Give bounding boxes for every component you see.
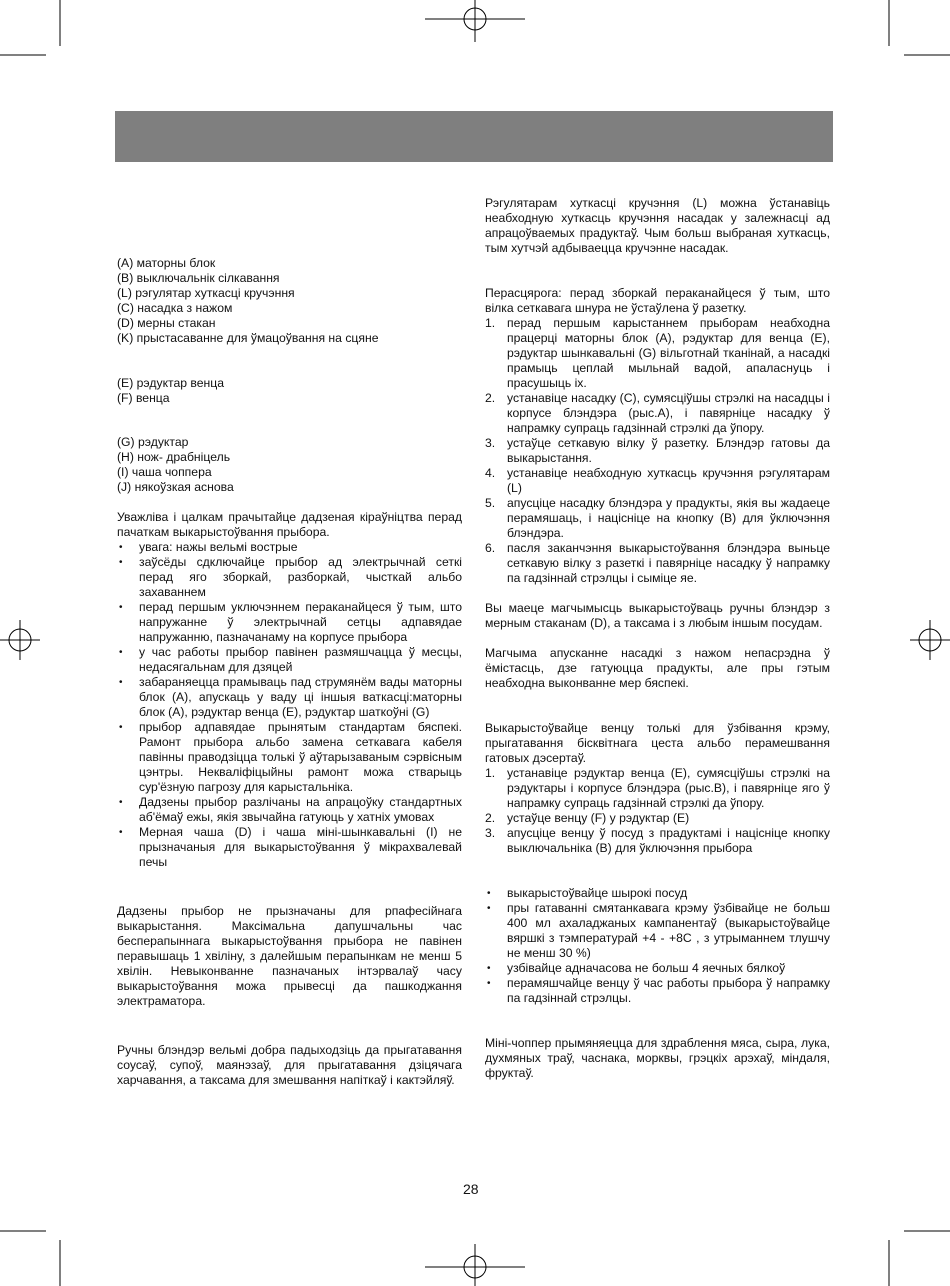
chopper-paragraph: Міні-чоппер прымяняецца для здраблення мяса, сыра, лука, духмяных траў, часнака, морквы, грэцкіх арэхаў, міндаля, фруктаў. xyxy=(485,1036,830,1080)
usage-limit-paragraph: Дадзены прыбор не прызначаны для рпафесійнага выкарыстання. Максімальна дапушчальны час бесперапыннага выкарыстоўвання прыбора не павінен перавышаць 1 хвіліну, з далейшым перапынкам не менш 5 хвілін. Невыконванне пазначаных інтэрвалаў часу выкарыстоўвання можа прывесці да пашкоджання электраматора. xyxy=(117,904,462,1008)
safety-item: • заўсёды сдключайце прыбор ад электрычнай сеткі перад яго зборкай, разборкай, чысткай альбо захаваннем xyxy=(117,555,462,600)
safety-item: • Дадзены прыбор разлічаны на апрацоўку стандартных аб'ёмаў ежы, якія звычайна гатуюць у хатніх умовах xyxy=(117,795,462,825)
blender-step: 3. устаўце сеткавую вілку ў разетку. Блэндэр гатовы да выкарыстання. xyxy=(485,436,830,465)
blender-step: 5. апусціце насадку блэндэра у прадукты, якія вы жадаеце перамяшаць, і націсніце на кнопку (B) для ўключэння блэндэра. xyxy=(485,496,830,540)
whisk-step: 2. устаўце венцу (F) у рэдуктар (E) xyxy=(485,811,690,825)
safety-item: • перад першым уключэннем пераканайцеся ў тым, што напружанне ў электрычнай сетцы адпавядае напружанню, пазначанаму на корпусе прыбора xyxy=(117,600,462,645)
safety-item: • увага: нажы вельмі вострые xyxy=(117,540,462,555)
whisk-step: 1. устанавіце рэдуктар венца (E), сумясціўшы стрэлкі на рэдуктары і корпусе блэндэра (рыс.B), і павярніце яго ў напрамку супраць гадзіннай стрэлкі да ўпору. xyxy=(485,766,830,810)
parts-list-item: (A) маторны блок xyxy=(117,256,216,270)
parts-list-item: (I) чаша чоппера xyxy=(117,465,212,479)
right-column xyxy=(485,196,830,1081)
whisk-tip: • перамяшчайце венцу ў час работы прыбора ў напрамку па гадзіннай стрэлцы. xyxy=(485,976,830,1006)
registration-mark-top xyxy=(425,0,525,42)
blender-step: 2. устанавіце насадку (C), сумясціўшы стрэлкі на насадцы і корпусе блэндэра (рыс.A), і павярніце насадку ў напрамку супраць гадзіннай стрэлкі да ўпору. xyxy=(485,391,830,435)
whisk-tip: • выкарыстоўвайце шырокі посуд xyxy=(485,886,830,901)
left-column xyxy=(117,256,462,1088)
safety-item: • забараняецца прамываць пад струмянём вады маторны блок (A), апускаць у ваду ці іншыя ваткасці:маторны блок (A), рэдуктар венца (E), рэдуктар шаткоўні (G) xyxy=(117,675,462,720)
whisk-steps xyxy=(485,766,830,856)
container-paragraph: Магчыма апусканне насадкі з нажом непасрэдна ў ёмістасць, дзе гатуюцца прадукты, але пры гэтым неабходна выконванне мер бяспекі. xyxy=(485,646,830,690)
parts-list-item: (H) нож- драбніцель xyxy=(117,450,231,464)
whisk-tip: • пры гатаванні смятанкавага крэму ўзбівайце не больш 400 мл ахаладжаных кампанентаў (выкарыстоўвайце вяршкі з тэмпературай +4 - +8С , з утрыманнем тлушчу не менш 30 %) xyxy=(485,901,830,961)
parts-list-item: (D) мерны стакан xyxy=(117,316,216,330)
parts-list-item: (E) рэдуктар венца xyxy=(117,376,225,390)
cup-paragraph: Вы маеце магчымысць выкарыстоўваць ручны блэндэр з мерным стаканам (D), а таксама і з любым іншым посудам. xyxy=(485,601,830,630)
whisk-tips xyxy=(485,886,830,1006)
parts-list-item: (G) рэдуктар xyxy=(117,435,189,449)
parts-list-item: (B) выключальнік сілкавання xyxy=(117,271,280,285)
whisk-intro: Выкарыстоўвайце венцу толькі для ўзбівання крэму, прыгатавання бісквітнага цеста альбо перамешвання гатовых дэсертаў. xyxy=(485,721,830,765)
whisk-tip: • узбівайце адначасова не больш 4 яечных бялкоў xyxy=(485,961,830,976)
parts-list-item: (J) някоўзкая аснова xyxy=(117,480,234,494)
safety-item: • Мерная чаша (D) і чаша міні-шынкавальні (I) не прызначаныя для выкарыстоўвання ў мікрахвалевай печы xyxy=(117,825,462,870)
parts-list-item: (F) венца xyxy=(117,391,170,405)
safety-item: • у час работы прыбор павінен размяшчацца ў месцы, недасягальнам для дзяцей xyxy=(117,645,462,675)
registration-mark-left xyxy=(0,620,40,660)
parts-list-whisk xyxy=(117,376,462,406)
safety-list xyxy=(117,540,462,870)
blender-step: 4. устанавіце неабходную хуткасць кручэння рэгулятарам (L) xyxy=(485,466,830,495)
parts-list-main xyxy=(117,256,462,346)
parts-list-item: (L) рэгулятар хуткасці кручэння xyxy=(117,286,295,300)
blender-intro: Перасцярога: перад зборкай пераканайцеся ў тым, што вілка сеткавага шнура не ўстаўлена ў разетку. xyxy=(485,286,830,315)
safety-item: • прыбор адпавядае прынятым стандартам бяспекі. Рамонт прыбора альбо замена сеткавага кабеля павінны праводзіцца толькі ў аўтарызаваным сэрвісным цэнтры. Некваліфіцыйны рамонт можа стварыць сур'ёзную пагрозу для карыстальніка. xyxy=(117,720,462,795)
page-number: 28 xyxy=(463,1181,479,1197)
registration-mark-right xyxy=(910,620,950,660)
speed-paragraph: Рэгулятарам хуткасці кручэння (L) можна ўстанавіць неабходную хуткасць кручэння насадак у залежнасці ад апрацоўваемых прадуктаў. Чым больш выбраная хуткасць, тым хутчэй адбываецца кручэнне насадак. xyxy=(485,196,830,255)
registration-mark-bottom xyxy=(425,1244,525,1286)
parts-list-item: (C) насадка з нажом xyxy=(117,301,233,315)
blender-step: 6. пасля заканчэння выкарыстоўвання блэндэра выньце сеткавую вілку з разеткі і павярніце насадку ў напрамку па гадзіннай стрэлцы і сыміце яе. xyxy=(485,541,830,585)
header-band xyxy=(115,111,833,162)
parts-list-item: (K) прыстасаванне для ўмацоўвання на сцяне xyxy=(117,331,379,345)
blender-step: 1. перад першым карыстаннем прыборам неабходна працерці маторны блок (A), рэдуктар для венца (E), рэдуктар шынкавальні (G) вільготнай тканінай, а насадкі прамыць цеплай мыльнай вадой, апаласнуць і прасушыць іх. xyxy=(485,316,830,390)
blender-use-paragraph: Ручны блэндэр вельмі добра падыходзіць да прыгатавання соусаў, супоў, маянэзаў, для прыгатавання дзіцячага харчавання, а таксама для змешвання напіткаў і кактэйляў. xyxy=(117,1043,462,1087)
parts-list-chopper xyxy=(117,435,462,495)
blender-steps xyxy=(485,316,830,586)
whisk-step: 3. апусціце венцу ў посуд з прадуктамі і націсніце кнопку выключальніка (B) для ўключэння прыбора xyxy=(485,826,830,855)
safety-intro: Уважліва і цалкам прачытайце дадзеная кіраўніцтва перад пачаткам выкарыстоўвання прыбора. xyxy=(117,510,462,539)
